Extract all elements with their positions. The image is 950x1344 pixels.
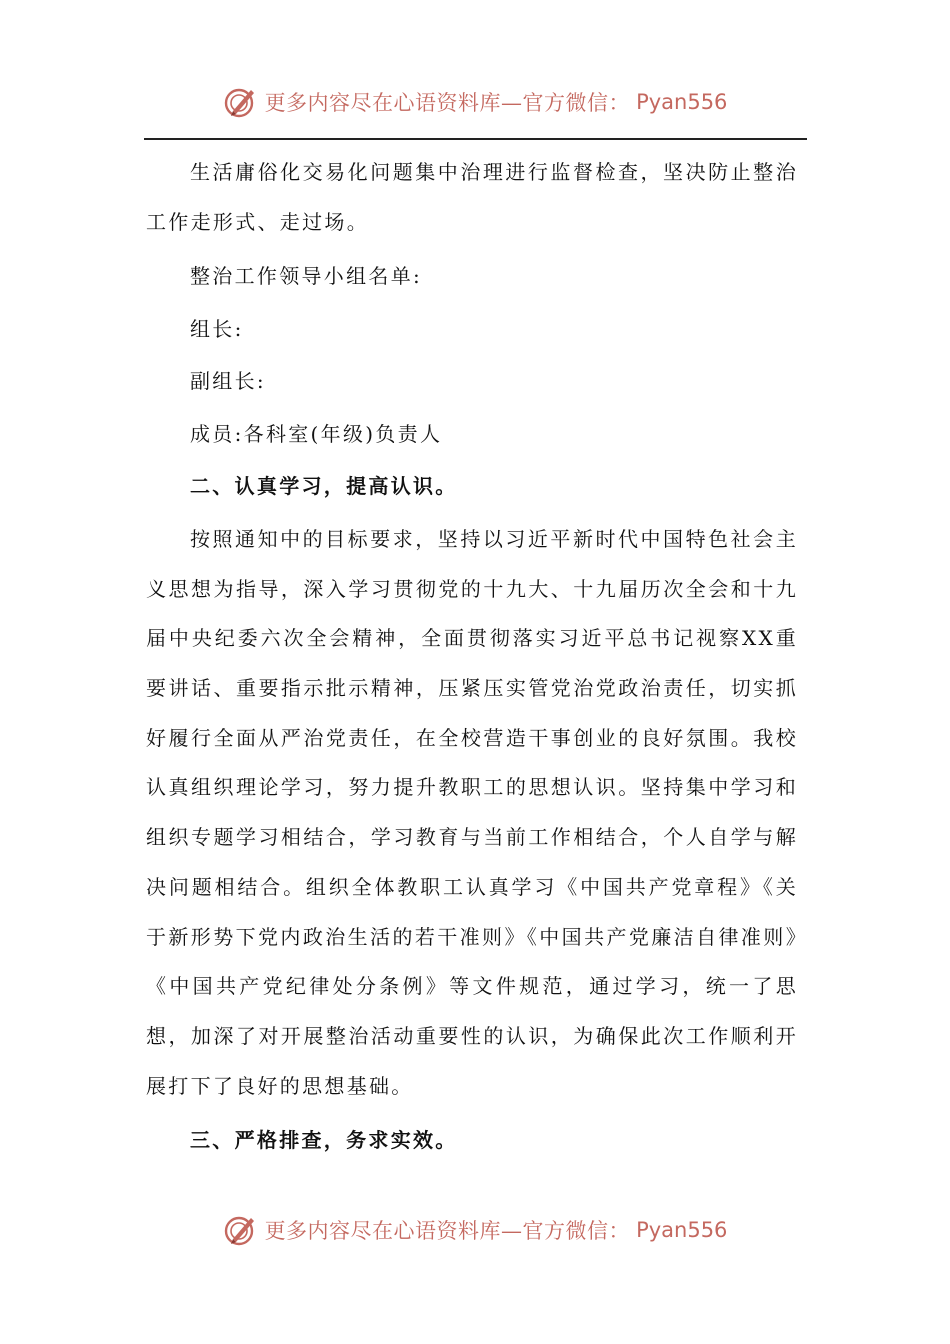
header-divider [144,138,807,140]
header-banner-text: 更多内容尽在心语资料库—官方微信： [264,91,631,115]
footer-banner [0,1210,950,1250]
section-heading: 三、严格排查，务求实效。 [190,1128,458,1153]
paragraph: 组长: [190,316,244,341]
paragraph: 成员:各科室(年级)负责人 [190,421,443,446]
paragraph: 整治工作领导小组名单: [190,264,423,289]
paragraph: 副组长: [190,369,266,394]
paragraph: 生活庸俗化交易化问题集中治理进行监督检查，坚决防止整治工作走形式、走过场。 [146,160,798,234]
paragraph: 按照通知中的目标要求，坚持以习近平新时代中国特色社会主义思想为指导，深入学习贯彻党的十九大、十九届历次全会和十九届中央纪委六次全会精神，全面贯彻落实习近平总书记视察XX重要讲话、重要指示批示精神，压紧压实管党治党政治责任，切实抓好履行全面从严治党责任，在全校营造干事创业的良好氛围。我校认真组织理论学习，努力提升教职工的思想认识。坚持集中学习和组织专题学习相结合，学习教育与当前工作相结合，个人自学与解决问题相结合。组织全体教职工认真学习《中国共产党章程》《关于新形势下党内政治生活的若干准则》《中国共产党廉洁自律准则》《中国共产党纪律处分条例》等文件规范，通过学习，统一了思想，加深了对开展整治活动重要性的认识，为确保此次工作顺利开展打下了良好的思想基础。 [146,526,798,1098]
document-body [146,148,798,1167]
section-heading: 二、认真学习，提高认识。 [190,474,458,499]
footer-banner-text: 更多内容尽在心语资料库—官方微信： [264,1219,631,1243]
header-banner-contact: Pyan556 [636,90,728,114]
pen-logo-icon [223,1212,259,1248]
footer-banner-contact: Pyan556 [636,1218,728,1242]
header-banner [0,82,950,122]
pen-logo-icon [223,84,259,120]
